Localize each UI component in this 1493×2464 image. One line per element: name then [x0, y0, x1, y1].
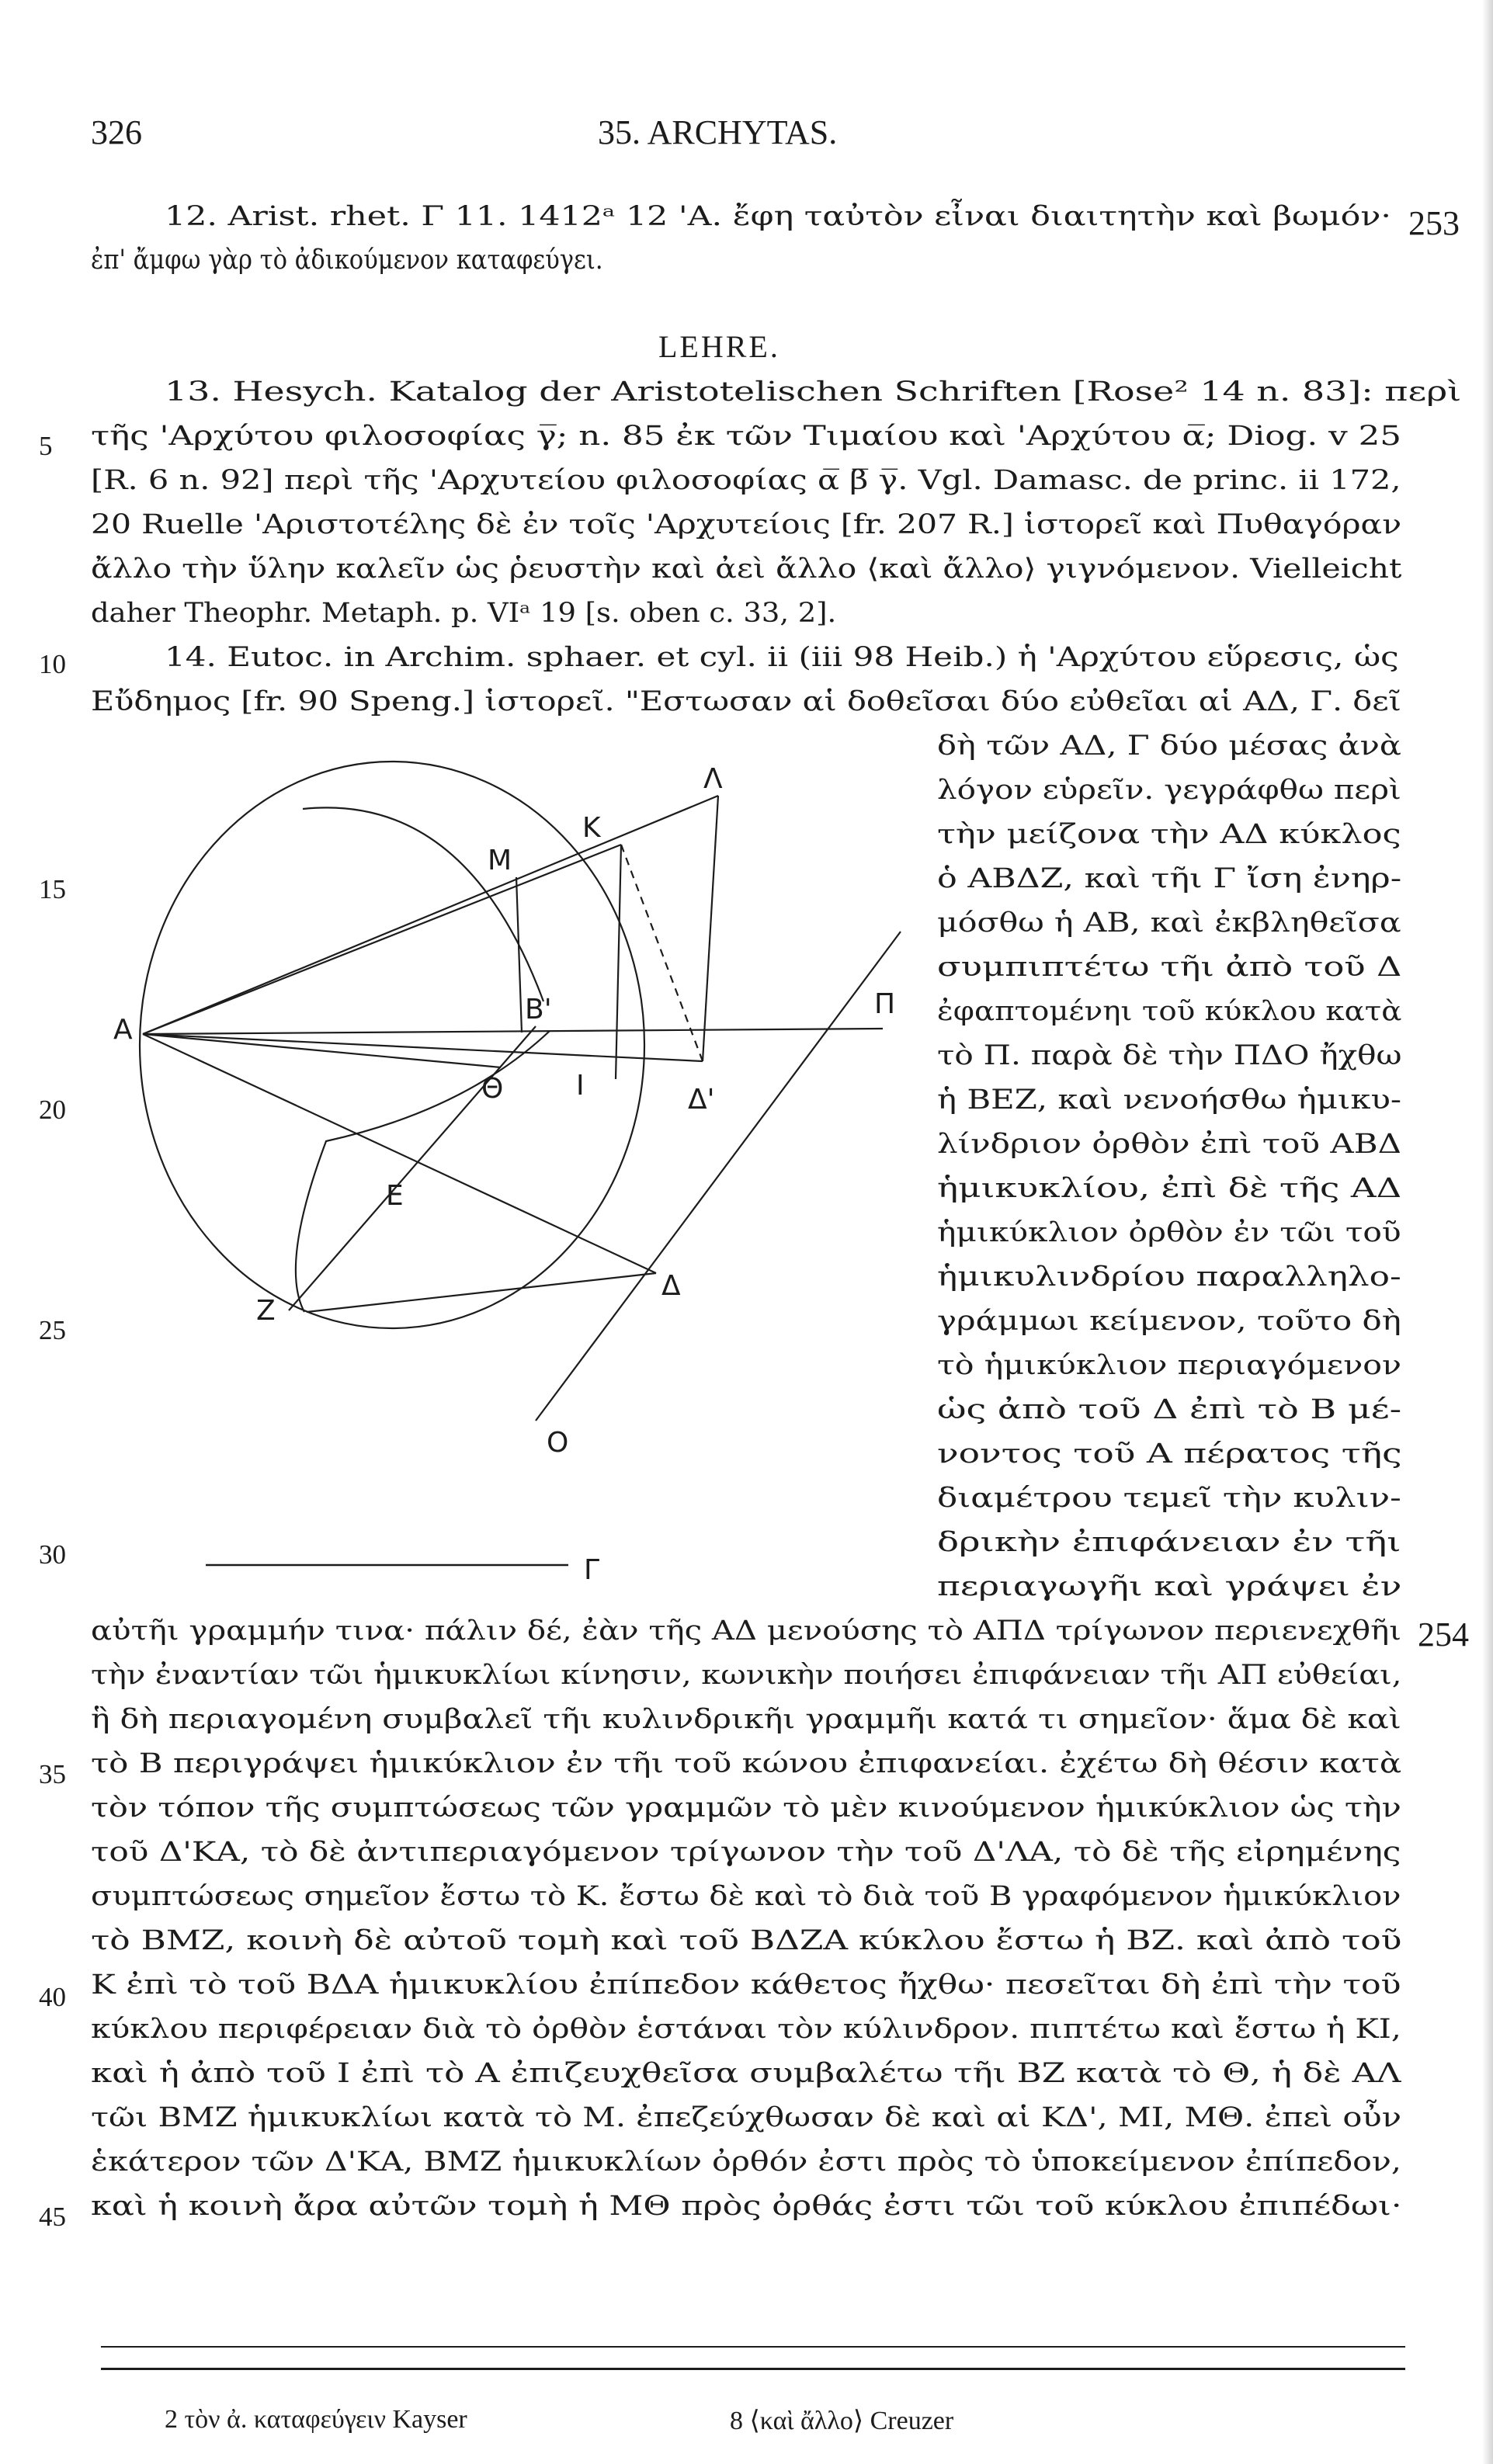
running-title: 35. ARCHYTAS.	[598, 113, 838, 151]
line-z-delta	[307, 1273, 656, 1312]
text-line: ἡμικύκλιον ὀρθὸν ἐν τῶι τοῦ	[937, 1217, 1401, 1248]
text-line: συμπιπτέτω τῆι ἀπὸ τοῦ Δ	[937, 952, 1402, 983]
text-line: τὸ Π. παρὰ δὲ τὴν ΠΔΟ ἤχθω	[937, 1040, 1402, 1071]
label-omicron: Ο	[547, 1427, 569, 1459]
label-delta: Δ	[661, 1270, 681, 1302]
line-m-theta	[516, 877, 522, 1032]
line-number: 30	[39, 1539, 66, 1570]
line-k-i	[616, 845, 621, 1079]
text-line: μόσθω ἡ ΑΒ, καὶ ἐκβληθεῖσα	[937, 908, 1401, 939]
text-line: 13. Hesych. Katalog der Aristotelischen Schriften [Rose² 14 n. 83]: περὶ	[165, 377, 1462, 408]
text-line: γράμμωι κείμενον, τοῦτο δὴ	[937, 1306, 1401, 1337]
line-number: 45	[39, 2202, 66, 2232]
text-line: τὸ ΒΜΖ, κοινὴ δὲ αὐτοῦ τομὴ καὶ τοῦ ΒΔΖΑ κύκλου ἔστω ἡ ΒΖ. καὶ ἀπὸ τοῦ	[91, 1925, 1402, 1956]
text-line: τὸ Β περιγράψει ἡμικύκλιον ἐν τῆι τοῦ κώνου ἐπιφανείαι. ἐχέτω δὴ θέσιν κατὰ	[91, 1748, 1402, 1779]
line-a-lambda	[143, 796, 718, 1034]
text-line: ἑκάτερον τῶν Δ'ΚΑ, ΒΜΖ ἡμικυκλίων ὀρθόν ἐστι πρὸς τὸ ὑποκείμενον ἐπίπεδον,	[91, 2146, 1401, 2178]
text-line: 12. Arist. rhet. Γ 11. 1412ᵃ 12 'Α. ἔφη ταὐτὸν εἶναι διαιτητὴν καὶ βωμόν·	[165, 201, 1391, 232]
text-line: [R. 6 n. 92] περὶ τῆς 'Αρχυτείου φιλοσοφίας α̅ β̅ γ̅. Vgl. Damasc. de princ. ii 172,	[91, 465, 1401, 496]
text-line: τῶι ΒΜΖ ἡμικυκλίωι κατὰ τὸ Μ. ἐπεζεύχθωσαν δὲ καὶ αἱ ΚΔ', ΜΙ, ΜΘ. ἐπεὶ οὖν	[91, 2102, 1402, 2133]
text-line: περιαγωγῆι καὶ γράψει ἐν	[937, 1571, 1402, 1602]
label-iota: Ι	[576, 1070, 585, 1102]
line-number: 40	[39, 1982, 66, 2012]
text-line: Εὔδημος [fr. 90 Speng.] ἱστορεῖ. "Εστωσαν αἱ δοθεῖσαι δύο εὐθεῖαι αἱ ΑΔ, Γ. δεῖ	[91, 686, 1401, 717]
line-number: 10	[39, 649, 66, 679]
text-line: καὶ ἡ ἀπὸ τοῦ Ι ἐπὶ τὸ Α ἐπιζευχθεῖσα συμβαλέτω τῆι ΒΖ κατὰ τὸ Θ, ἡ δὲ ΑΛ	[91, 2058, 1401, 2089]
text-line: daher Theophr. Metaph. p. VIᵃ 19 [s. oben c. 33, 2].	[91, 598, 837, 629]
text-line: νοντος τοῦ Α πέρατος τῆς	[937, 1438, 1402, 1470]
text-line: λόγον εὑρεῖν. γεγράφθω περὶ	[937, 775, 1401, 806]
section-title: LEHRE.	[658, 329, 780, 364]
label-delta-prime: Δ'	[688, 1084, 715, 1116]
text-line: καὶ ἡ κοινὴ ἄρα αὐτῶν τομὴ ἡ ΜΘ πρὸς ὀρθάς ἐστι τῶι τοῦ κύκλου ἐπιπέδωι·	[91, 2191, 1402, 2222]
text-line: 14. Eutoc. in Archim. sphaer. et cyl. ii (iii 98 Heib.) ἡ 'Αρχύτου εὕρεσις, ὡς	[165, 642, 1399, 673]
text-line: λίνδριον ὀρθὸν ἐπὶ τοῦ ΑΒΔ	[937, 1129, 1401, 1160]
label-gamma: Γ	[584, 1554, 600, 1586]
text-line: ἐπ' ἄμφω γὰρ τὸ ἀδικούμενον καταφεύγει.	[91, 245, 603, 276]
label-kappa: Κ	[582, 812, 601, 844]
text-line: τῆς 'Αρχύτου φιλοσοφίας γ̅; n. 85 ἐκ τῶν Τιμαίου καὶ 'Αρχύτου α̅; Diog. v 25	[91, 421, 1402, 452]
label-beta-prime: Β'	[525, 994, 552, 1026]
text-line: διαμέτρου τεμεῖ τὴν κυλιν-	[937, 1483, 1401, 1514]
line-number: 15	[39, 874, 66, 904]
text-line: 20 Ruelle 'Αριστοτέλης δὲ ἐν τοῖς 'Αρχυτείοις [fr. 207 R.] ἱστορεῖ καὶ Πυθαγόραν	[91, 509, 1402, 540]
line-number: 20	[39, 1095, 66, 1125]
text-line: ὁ ΑΒΔΖ, καὶ τῆι Γ ἴση ἐνηρ-	[937, 863, 1402, 894]
line-a-delta-prime	[143, 1034, 703, 1061]
text-line: τὴν μείζονα τὴν ΑΔ κύκλος	[937, 819, 1401, 850]
line-a-theta	[143, 1034, 501, 1067]
text-line: ἄλλο τὴν ὕλην καλεῖν ὡς ῥευστὴν καὶ ἀεὶ ἄλλο ⟨καὶ ἄλλο⟩ γιγνόμενον. Vielleicht	[91, 554, 1402, 585]
footnote-8: 8 ⟨καὶ ἄλλο⟩ Creuzer	[730, 2407, 954, 2435]
footnote-2: 2 τὸν ἀ. καταφεύγειν Kayser	[165, 2405, 467, 2434]
text-line: ἡμικυλινδρίου παραλληλο-	[937, 1261, 1401, 1293]
label-epsilon: Ε	[386, 1180, 404, 1212]
text-line: Κ ἐπὶ τὸ τοῦ ΒΔΑ ἡμικυκλίου ἐπίπεδον κάθετος ἤχθω· πεσεῖται δὴ ἐπὶ τὴν τοῦ	[91, 1969, 1401, 2001]
text-line: τὸ ἡμικύκλιον περιαγόμενον	[937, 1350, 1402, 1381]
line-number: 5	[39, 431, 53, 461]
page-number: 326	[91, 113, 142, 151]
line-pi-o	[536, 932, 901, 1421]
line-number: 35	[39, 1759, 66, 1789]
text-line: συμπτώσεως σημεῖον ἔστω τὸ Κ. ἔστω δὲ καὶ τὸ διὰ τοῦ Β γραφόμενον ἡμικύκλιον	[91, 1881, 1401, 1912]
line-lambda-delta-prime	[703, 796, 718, 1061]
label-lambda: Λ	[703, 763, 723, 795]
text-line: δρικὴν ἐπιφάνειαν ἐν τῆι	[937, 1527, 1401, 1558]
label-mu: Μ	[488, 845, 512, 876]
text-line: ἐφαπτομένηι τοῦ κύκλου κατὰ	[937, 996, 1402, 1027]
text-line: δὴ τῶν ΑΔ, Γ δύο μέσας ἀνὰ	[937, 731, 1401, 762]
text-line: ἣ δὴ περιαγομένη συμβαλεῖ τῆι κυλινδρικῆι γραμμῆι κατά τι σημεῖον· ἅμα δὲ καὶ	[91, 1704, 1401, 1735]
label-pi: Π	[874, 988, 896, 1020]
page-edge-shadow	[1482, 0, 1493, 2464]
text-line: ἡ ΒΕΖ, καὶ νενοήσθω ἡμικυ-	[937, 1085, 1402, 1116]
label-theta: Θ	[481, 1073, 504, 1105]
text-line: τὸν τόπον τῆς συμπτώσεως τῶν γραμμῶν τὸ μὲν κινούμενον ἡμικύκλιον ὡς τὴν	[91, 1792, 1401, 1824]
margin-number-253: 253	[1408, 204, 1460, 242]
footnote-rule-upper	[101, 2346, 1405, 2348]
line-a-pi	[143, 1029, 883, 1034]
label-alpha: Α	[113, 1014, 133, 1046]
text-line: αὐτῆι γραμμήν τινα· πάλιν δέ, ἐὰν τῆς ΑΔ μενούσης τὸ ΑΠΔ τρίγωνον περιενεχθῆι	[91, 1615, 1401, 1647]
text-line: ἡμικυκλίου, ἐπὶ δὲ τῆς ΑΔ	[937, 1173, 1402, 1204]
text-line: κύκλου περιφέρειαν διὰ τὸ ὀρθὸν ἑστάναι τὸν κύλινδρον. πιπτέτω καὶ ἔστω ἡ ΚΙ,	[91, 2014, 1401, 2045]
line-k-delta-prime	[621, 845, 703, 1061]
label-zeta: Ζ	[256, 1295, 276, 1327]
margin-number-254: 254	[1418, 1615, 1469, 1654]
arc-m	[303, 807, 543, 1001]
circle-abdz	[140, 762, 644, 1328]
text-line: τοῦ Δ'ΚΑ, τὸ δὲ ἀντιπεριαγόμενον τρίγωνον τὴν τοῦ Δ'ΛΑ, τὸ δὲ τῆς εἰρημένης	[91, 1837, 1401, 1868]
text-line: ὡς ἀπὸ τοῦ Δ ἐπὶ τὸ Β μέ-	[937, 1394, 1402, 1425]
text-line: τὴν ἐναντίαν τῶι ἡμικυκλίωι κίνησιν, κωνικὴν ποιήσει ἐπιφάνειαν τῆι ΑΠ εὐθείαι,	[91, 1660, 1402, 1691]
semicircle-bmz	[296, 1031, 550, 1312]
line-b-z	[289, 1026, 536, 1310]
line-number: 25	[39, 1315, 66, 1345]
footnote-rule-lower	[101, 2368, 1405, 2370]
